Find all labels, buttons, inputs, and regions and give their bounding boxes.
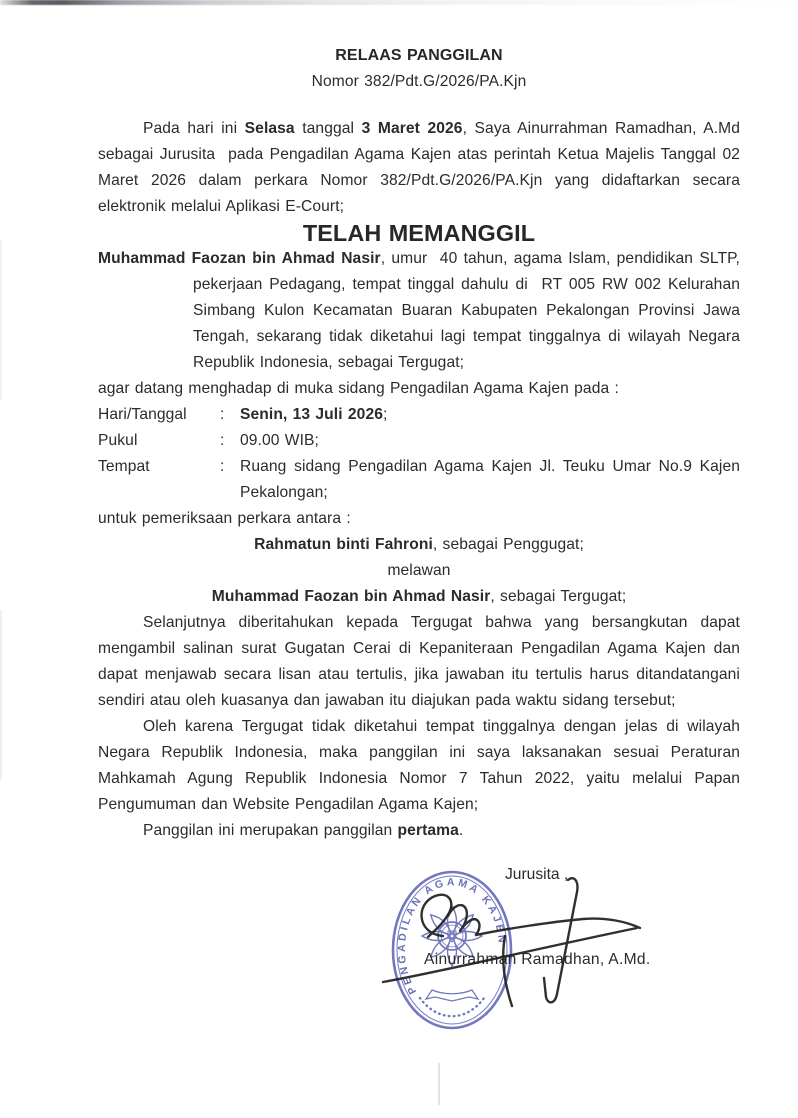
scan-artifact-bottom-line xyxy=(438,1063,440,1105)
case-number: Nomor 382/Pdt.G/2026/PA.Kjn xyxy=(311,73,527,90)
defendant-line: Muhammad Faozan bin Ahmad Nasir, sebagai Tergugat; xyxy=(211,588,627,605)
document-title: RELAAS PANGGILAN xyxy=(335,47,503,64)
schedule-row-place xyxy=(98,454,740,506)
stamp-text: PENGADILAN AGAMA KAJEN xyxy=(395,876,509,997)
signatory-role-label: Jurusita , xyxy=(505,866,569,883)
schedule-label: Pukul xyxy=(98,432,138,449)
signature-strokes xyxy=(383,878,640,1006)
schedule-colon: : xyxy=(220,458,225,475)
schedule-row-time xyxy=(98,428,740,454)
defendant-identity: Muhammad Faozan bin Ahmad Nasir, umur 40 tahun, agama Islam, pendidikan SLTP, pekerjaan Pedagang, tempat tinggal dahulu di RT 005 RW 002 Kelurahan Simbang Kulon Kecamatan Buaran Kabupaten Pekalongan Provinsi Jawa Tengah, sekarang tidak diketahui lagi tempat tinggalnya di wilayah Negara Republik Indonesia, sebagai Tergugat; xyxy=(98,250,740,371)
signature-ink xyxy=(355,858,655,1018)
versus-line: melawan xyxy=(387,562,451,579)
schedule-colon: : xyxy=(220,432,225,449)
schedule-label: Hari/Tanggal xyxy=(98,406,187,423)
schedule-row-day xyxy=(98,402,740,428)
schedule-value: Ruang sidang Pengadilan Agama Kajen Jl. Teuku Umar No.9 Kajen Pekalongan; xyxy=(240,458,740,501)
closing-line: Panggilan ini merupakan panggilan pertama. xyxy=(143,822,464,839)
schedule-value: Senin, 13 Juli 2026; xyxy=(240,406,388,423)
signatory-name: Ainurrahman Ramadhan, A.Md. xyxy=(424,951,651,968)
schedule-colon: : xyxy=(220,406,225,423)
schedule-value: 09.00 WIB; xyxy=(240,432,319,449)
plaintiff-line: Rahmatun binti Fahroni, sebagai Penggugat; xyxy=(254,536,584,553)
summon-heading: TELAH MEMANGGIL xyxy=(302,220,536,246)
appear-intro: agar datang menghadap di muka sidang Pengadilan Agama Kajen pada : xyxy=(98,380,619,397)
notice-paragraph: Selanjutnya diberitahukan kepada Tergugat bahwa yang bersangkutan dapat mengambil salinan surat Gugatan Cerai di Kepaniteraan Pengadilan Agama Kajen dan dapat menjawab secara lisan atau tertulis, jika jawaban itu tertulis harus ditandatangani sendiri atau oleh kuasanya dan jawaban itu diajukan pada waktu sidang tersebut; xyxy=(98,614,740,709)
schedule-label: Tempat xyxy=(98,458,150,475)
opening-paragraph: Pada hari ini Selasa tanggal 3 Maret 2026, Saya Ainurrahman Ramadhan, A.Md sebagai Jurusita pada Pengadilan Agama Kajen atas perintah Ketua Majelis Tanggal 02 Maret 2026 dalam perkara Nomor 382/Pdt.G/2026/PA.Kjn yang didaftarkan secara elektronik melalui Aplikasi E-Court; xyxy=(98,120,740,215)
parties-intro: untuk pemeriksaan perkara antara : xyxy=(98,510,351,527)
publication-paragraph: Oleh karena Tergugat tidak diketahui tempat tinggalnya dengan jelas di wilayah Negara Republik Indonesia, maka panggilan ini saya laksanakan sesuai Peraturan Mahkamah Agung Republik Indonesia Nomor 7 Tahun 2022, yaitu melalui Papan Pengumuman dan Website Pengadilan Agama Kajen; xyxy=(98,718,740,813)
